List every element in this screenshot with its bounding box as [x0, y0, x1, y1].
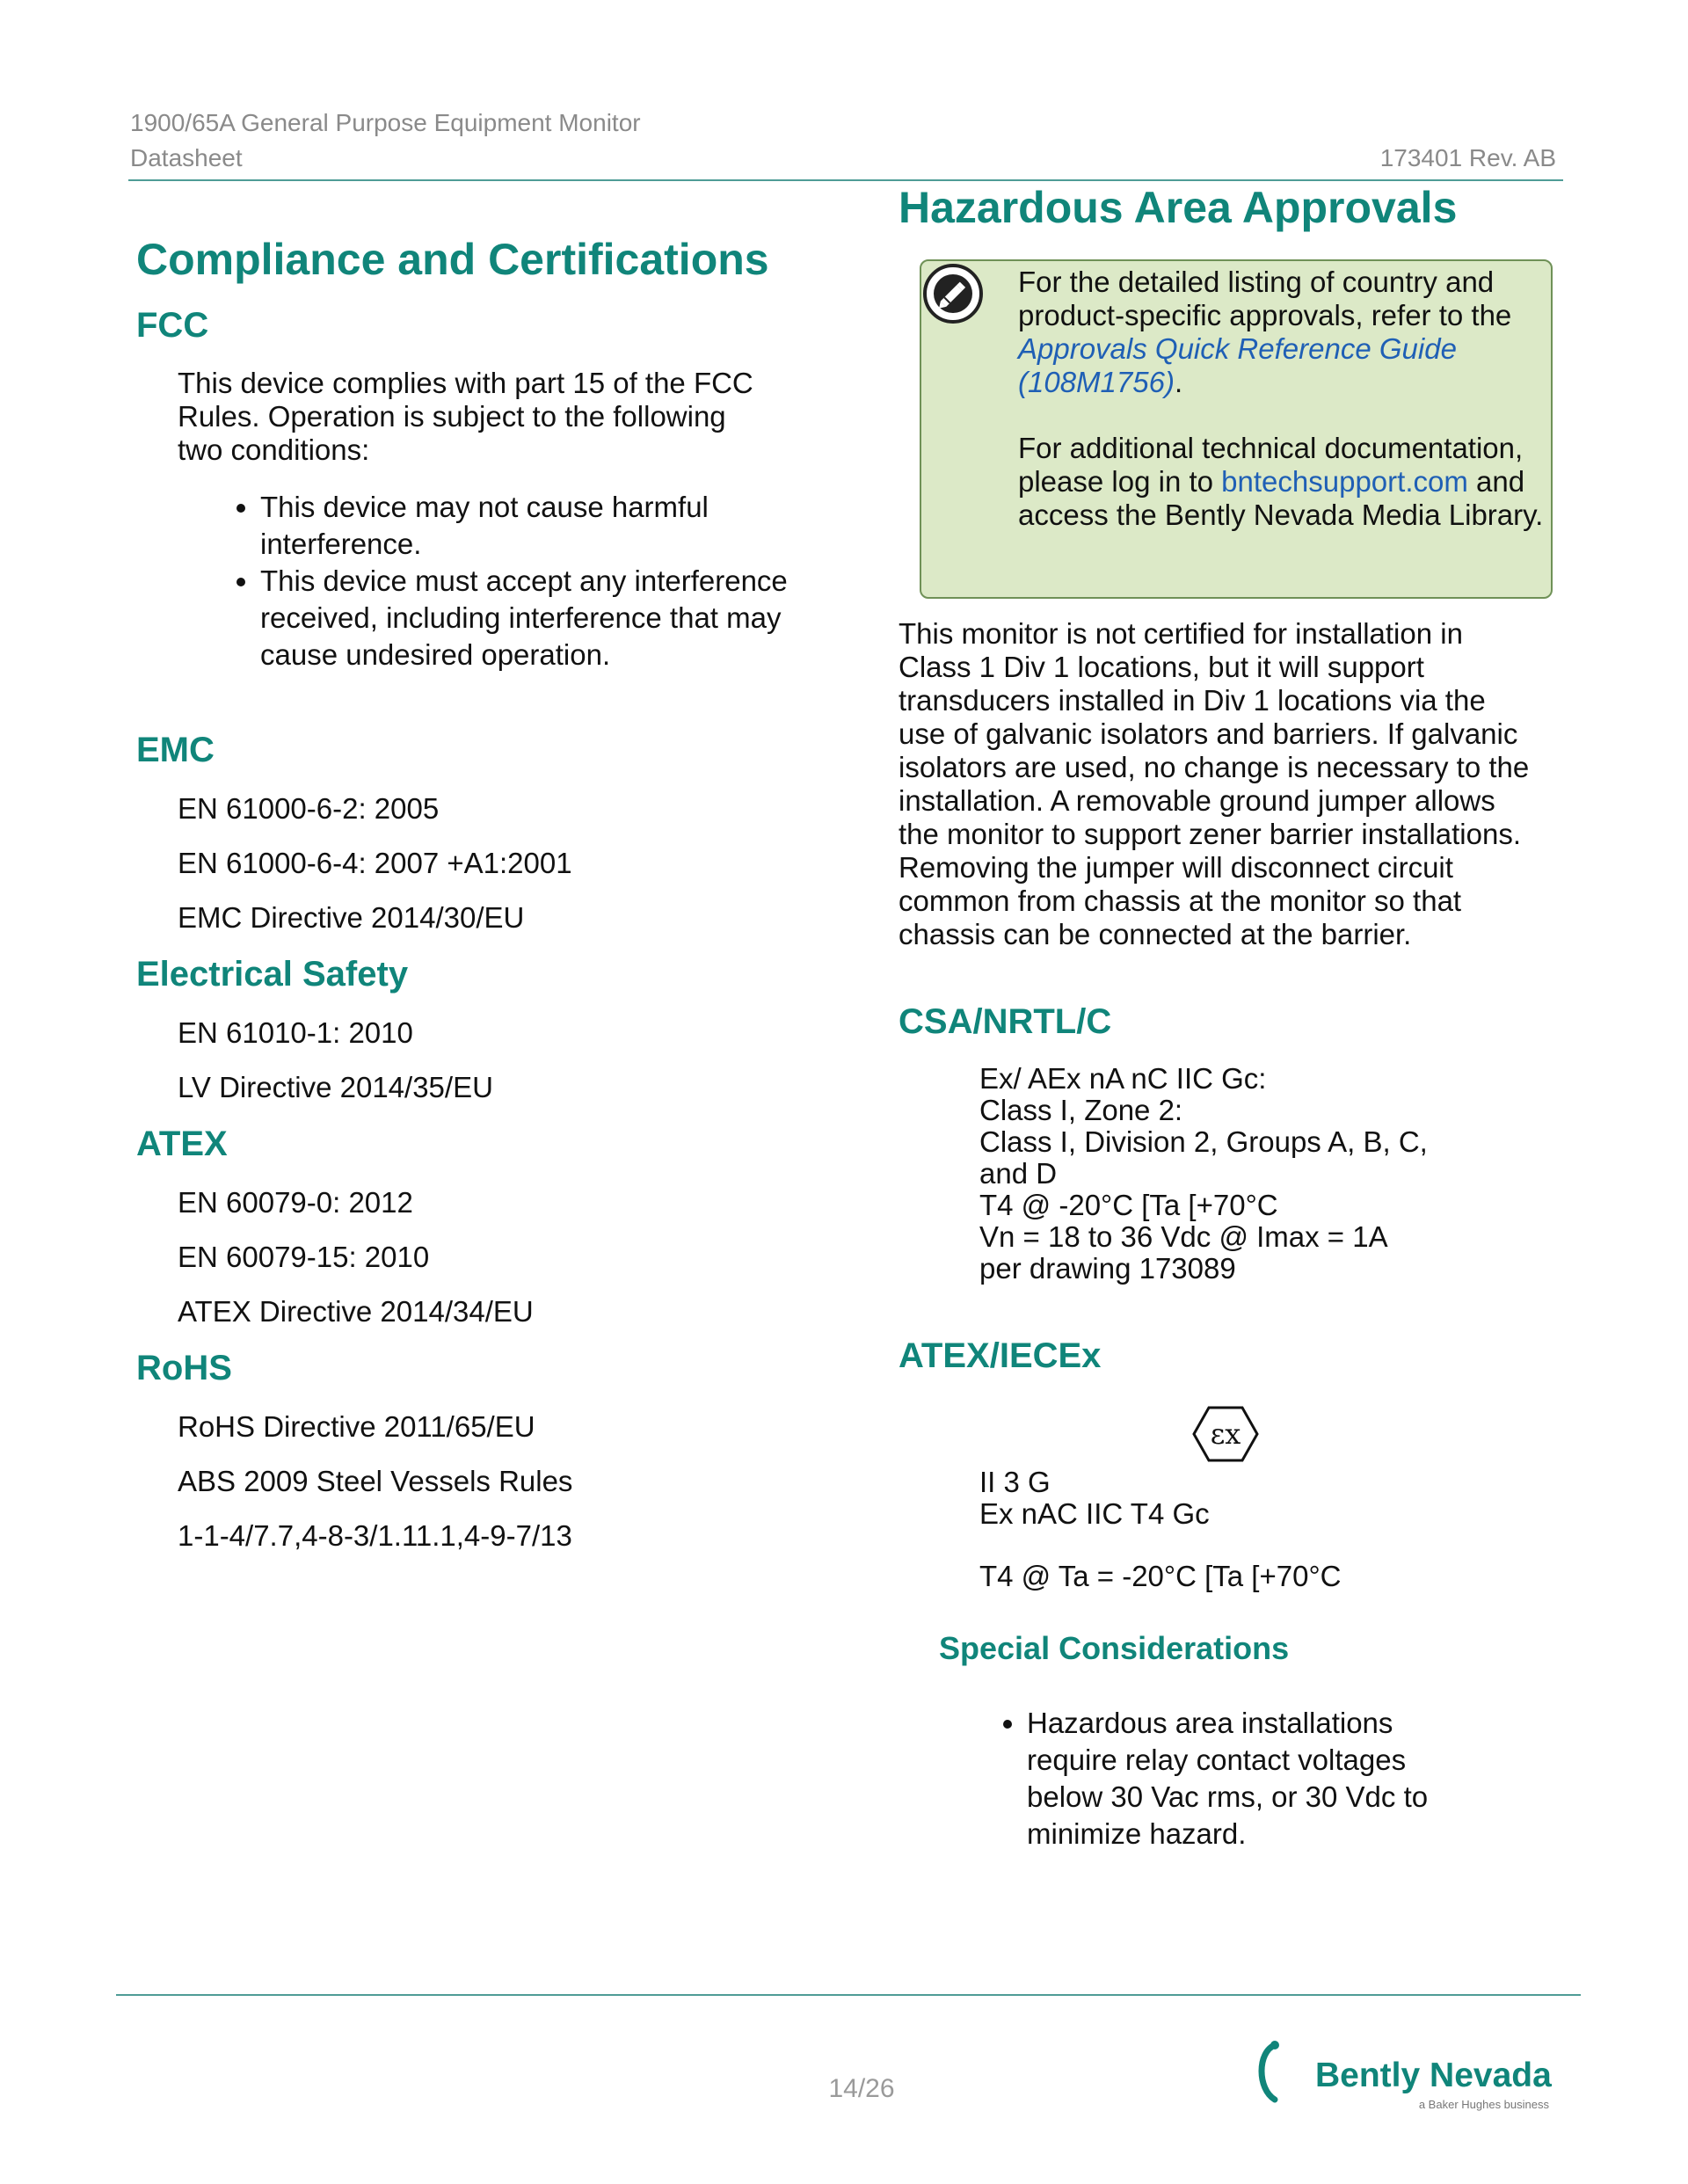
bently-nevada-logo-icon — [1255, 2040, 1306, 2107]
footer-rule — [116, 1994, 1581, 1996]
safety-item: LV Directive 2014/35/EU — [178, 1071, 493, 1103]
list-item: • This device may not cause harmful interference. — [260, 489, 814, 563]
ex-hexagon-icon — [1192, 1405, 1259, 1463]
emc-item: EN 61000-6-2: 2005 — [178, 792, 440, 825]
document-title: 1900/65A General Purpose Equipment Monitor — [130, 109, 641, 136]
list-item: • Hazardous area installations require relay contact voltages below 30 Vac rms, or 30 Vdc to minimize hazard. — [1027, 1705, 1484, 1853]
fcc-intro: This device complies with part 15 of the FCC Rules. Operation is subject to the following two conditions: — [178, 367, 753, 466]
csa-line: Class I, Zone 2: — [979, 1094, 1183, 1126]
csa-line: Class I, Division 2, Groups A, B, C, — [979, 1125, 1428, 1158]
csa-line: T4 @ -20°C [Ta [+70°C — [979, 1189, 1278, 1221]
atex-iecex-line: II 3 G — [979, 1466, 1051, 1498]
list-item: • This device must accept any interference received, including interference that may cause undesired operation. — [260, 563, 814, 673]
heading-atex: ATEX — [136, 1125, 228, 1163]
atex-item: EN 60079-0: 2012 — [178, 1186, 413, 1219]
csa-line: per drawing 173089 — [979, 1252, 1236, 1285]
csa-marking-block — [979, 1063, 1428, 1285]
heading-rohs: RoHS — [136, 1349, 232, 1387]
atex-item: EN 60079-15: 2010 — [178, 1241, 430, 1273]
section-title-compliance: Compliance and Certifications — [136, 235, 769, 284]
fcc-conditions-list — [227, 489, 814, 673]
pencil-icon — [923, 264, 983, 324]
certification-paragraph: This monitor is not certified for installation in Class 1 Div 1 locations, but it will support transducers installed in Div 1 locations via the use of galvanic isolators and barriers. If galvanic isolators are used, no change is necessary to the installation. A removable ground jumper allows the monitor to support zener barrier installations. Removing the jumper will disconnect circuit common from chassis at the monitor so that chassis can be connected at the barrier. — [899, 617, 1530, 950]
heading-atex-iecex: ATEX/IECEx — [899, 1336, 1102, 1375]
csa-line: Vn = 18 to 36 Vdc @ Imax = 1A — [979, 1220, 1388, 1253]
rohs-item: ABS 2009 Steel Vessels Rules — [178, 1465, 573, 1497]
ex-symbol-text: εx — [1210, 1417, 1241, 1451]
heading-fcc: FCC — [136, 306, 209, 345]
document-number: 173401 Rev. AB — [1379, 144, 1556, 171]
document-type: Datasheet — [130, 144, 243, 171]
emc-item: EN 61000-6-4: 2007 +A1:2001 — [178, 847, 572, 879]
special-considerations-list — [993, 1705, 1484, 1853]
note-documentation-text: For additional technical documentation, please log in to bntechsupport.com and access the Bently Nevada Media Library. — [1018, 432, 1544, 531]
heading-emc: EMC — [136, 731, 215, 769]
brand-tagline: a Baker Hughes business — [1418, 2098, 1549, 2111]
emc-item: EMC Directive 2014/30/EU — [178, 901, 525, 934]
heading-electrical-safety: Electrical Safety — [136, 955, 409, 994]
heading-csa: CSA/NRTL/C — [899, 1002, 1112, 1041]
note-approvals-text: For the detailed listing of country and product-specific approvals, refer to the Approvals Quick Reference Guide (108M1756). — [1018, 266, 1512, 398]
rohs-item: RoHS Directive 2011/65/EU — [178, 1410, 535, 1443]
brand-name: Bently Nevada — [1315, 2057, 1552, 2094]
section-title-hazardous: Hazardous Area Approvals — [899, 183, 1458, 232]
atex-iecex-line: Ex nAC IIC T4 Gc — [979, 1497, 1210, 1530]
csa-line: Ex/ AEx nA nC IIC Gc: — [979, 1062, 1267, 1095]
heading-special-considerations: Special Considerations — [939, 1630, 1290, 1666]
atex-iecex-temperature: T4 @ Ta = -20°C [Ta [+70°C — [979, 1560, 1342, 1592]
approvals-guide-link[interactable]: Approvals Quick Reference Guide (108M1756) — [1018, 332, 1457, 398]
rohs-item: 1-1-4/7.7,4-8-3/1.11.1,4-9-7/13 — [178, 1519, 572, 1552]
page-number: 14/26 — [828, 2074, 895, 2103]
atex-iecex-marking — [979, 1467, 1210, 1530]
bntechsupport-link[interactable]: bntechsupport.com — [1221, 465, 1468, 498]
safety-item: EN 61010-1: 2010 — [178, 1016, 413, 1049]
atex-item: ATEX Directive 2014/34/EU — [178, 1295, 534, 1328]
csa-line: and D — [979, 1157, 1058, 1190]
